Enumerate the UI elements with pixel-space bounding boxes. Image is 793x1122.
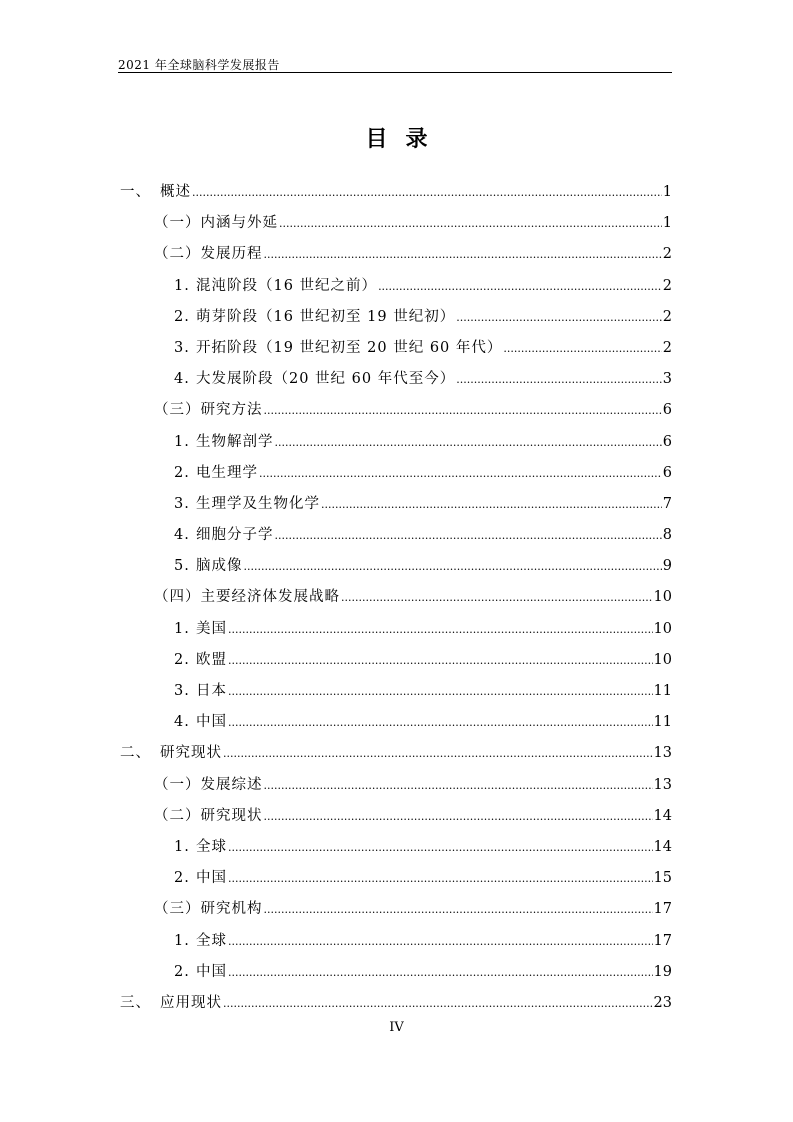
dot-leader <box>264 810 653 823</box>
toc-entry-label: （一）发展综述 <box>154 776 263 793</box>
toc-entry-label: （二）发展历程 <box>154 246 263 263</box>
toc-entry-page: 6 <box>662 433 672 450</box>
toc-entry-page: 6 <box>662 402 672 419</box>
toc-entry-label: 中国 <box>196 870 227 887</box>
toc-entry[interactable] <box>120 523 672 554</box>
toc-entry-page: 2 <box>662 339 672 356</box>
toc-entry-label: 混沌阶段（16 世纪之前） <box>196 277 378 294</box>
toc-entry-page: 6 <box>662 464 672 481</box>
toc-entry[interactable] <box>120 960 672 991</box>
toc-entry-label: （一）内涵与外延 <box>154 215 278 232</box>
dot-leader <box>228 966 653 979</box>
dot-leader <box>223 997 653 1010</box>
toc-entry[interactable] <box>120 991 672 1022</box>
toc-entry-label: 全球 <box>196 838 227 855</box>
toc-entry-number: 三、 <box>120 994 151 1011</box>
toc-entry-label: 萌芽阶段（16 世纪初至 19 世纪初） <box>196 308 456 325</box>
toc-entry-number: 1. <box>174 620 190 637</box>
toc-entry-page: 13 <box>653 776 672 793</box>
dot-leader <box>279 217 662 230</box>
toc-entry[interactable] <box>120 710 672 741</box>
toc-entry-number: 2. <box>174 308 190 325</box>
toc-entry[interactable] <box>120 305 672 336</box>
toc-entry[interactable] <box>120 461 672 492</box>
toc-entry-number: 4. <box>174 371 190 388</box>
toc-entry[interactable] <box>120 274 672 305</box>
toc-entry-page: 17 <box>653 932 672 949</box>
running-header: 2021 年全球脑科学发展报告 <box>118 58 280 72</box>
dot-leader <box>228 623 653 636</box>
toc-entry-page: 1 <box>662 184 672 200</box>
dot-leader <box>223 747 653 760</box>
toc-entry-page: 10 <box>653 651 672 668</box>
toc-entry-page: 1 <box>662 215 672 232</box>
toc-entry[interactable] <box>120 648 672 679</box>
dot-leader <box>228 935 653 948</box>
toc-entry-page: 14 <box>653 838 672 855</box>
toc-entry-label: 中国 <box>196 714 227 731</box>
dot-leader <box>228 716 653 729</box>
toc-entry-number: 1. <box>174 433 190 450</box>
dot-leader <box>228 685 653 698</box>
toc-entry-page: 2 <box>662 308 672 325</box>
toc-entry-number: 二、 <box>120 745 151 762</box>
toc-entry-label: 日本 <box>196 683 227 699</box>
toc-entry-label: 电生理学 <box>196 464 258 481</box>
toc-entry-number: 3. <box>174 683 190 699</box>
toc-entry-page: 13 <box>653 745 672 762</box>
dot-leader <box>503 342 661 355</box>
table-of-contents <box>120 180 672 1022</box>
dot-leader <box>192 186 662 199</box>
toc-entry-label: （四）主要经济体发展战略 <box>154 589 340 606</box>
toc-entry-label: 大发展阶段（20 世纪 60 年代至今） <box>196 371 456 388</box>
toc-entry-number: 2. <box>174 870 190 887</box>
toc-entry[interactable] <box>120 585 672 616</box>
dot-leader <box>228 654 653 667</box>
toc-entry-number: 3. <box>174 495 190 512</box>
toc-entry-number: 4. <box>174 527 190 544</box>
toc-entry[interactable] <box>120 929 672 960</box>
toc-entry-number: 3. <box>174 339 190 356</box>
toc-entry[interactable] <box>120 554 672 585</box>
toc-entry-page: 9 <box>662 558 672 575</box>
toc-entry-page: 11 <box>653 714 672 731</box>
toc-entry-label: 生理学及生物化学 <box>196 495 320 512</box>
toc-entry-page: 2 <box>662 246 672 263</box>
dot-leader <box>456 373 662 386</box>
toc-entry[interactable] <box>120 897 672 928</box>
page-title: 目录 <box>365 127 446 152</box>
toc-entry-label: 研究现状 <box>160 745 222 762</box>
toc-entry-number: 2. <box>174 651 190 668</box>
toc-entry-number: 2. <box>174 464 190 481</box>
dot-leader <box>264 903 653 916</box>
toc-entry-label: 美国 <box>196 620 227 637</box>
toc-entry[interactable] <box>120 492 672 523</box>
page-number: IV <box>389 1020 404 1035</box>
toc-entry-page: 17 <box>653 901 672 918</box>
dot-leader <box>259 467 662 480</box>
toc-entry-number: 1. <box>174 932 190 949</box>
dot-leader <box>244 560 662 573</box>
toc-entry-number: 4. <box>174 714 190 731</box>
dot-leader <box>264 248 662 261</box>
toc-entry[interactable] <box>120 866 672 897</box>
toc-entry[interactable] <box>120 211 672 242</box>
toc-entry[interactable] <box>120 835 672 866</box>
dot-leader <box>264 404 662 417</box>
toc-entry-label: 欧盟 <box>196 651 227 668</box>
toc-entry-label: 应用现状 <box>160 994 222 1011</box>
toc-entry[interactable] <box>120 430 672 461</box>
toc-entry[interactable] <box>120 242 672 273</box>
toc-entry-page: 11 <box>653 683 672 699</box>
toc-entry-label: 中国 <box>196 963 227 980</box>
dot-leader <box>378 280 662 293</box>
toc-entry-label: 生物解剖学 <box>196 433 274 450</box>
toc-entry[interactable] <box>120 804 672 835</box>
toc-entry-page: 2 <box>662 277 672 294</box>
toc-entry-page: 19 <box>653 963 672 980</box>
toc-entry-page: 15 <box>653 870 672 887</box>
toc-entry[interactable] <box>120 180 672 211</box>
toc-entry-number: 一、 <box>120 184 151 200</box>
toc-entry[interactable] <box>120 367 672 398</box>
toc-entry-label: 开拓阶段（19 世纪初至 20 世纪 60 年代） <box>196 339 503 356</box>
toc-entry-number: 2. <box>174 963 190 980</box>
toc-entry[interactable] <box>120 741 672 772</box>
toc-entry[interactable] <box>120 679 672 710</box>
toc-entry-page: 10 <box>653 620 672 637</box>
toc-entry[interactable] <box>120 336 672 367</box>
toc-entry-page: 7 <box>662 495 672 512</box>
toc-entry-number: 1. <box>174 277 190 294</box>
toc-entry[interactable] <box>120 398 672 429</box>
toc-entry-label: （三）研究方法 <box>154 402 263 419</box>
toc-entry-number: 5. <box>174 558 190 575</box>
dot-leader <box>275 436 662 449</box>
toc-entry-label: （二）研究现状 <box>154 807 263 824</box>
dot-leader <box>228 841 653 854</box>
toc-entry[interactable] <box>120 617 672 648</box>
toc-entry-label: 概述 <box>160 184 191 200</box>
dot-leader <box>228 872 653 885</box>
dot-leader <box>275 529 662 542</box>
toc-entry-label: 脑成像 <box>196 558 243 575</box>
toc-entry-page: 3 <box>662 371 672 388</box>
dot-leader <box>456 311 662 324</box>
toc-entry[interactable] <box>120 773 672 804</box>
toc-entry-label: 全球 <box>196 932 227 949</box>
dot-leader <box>264 779 653 792</box>
dot-leader <box>341 591 653 604</box>
toc-entry-page: 14 <box>653 807 672 824</box>
header-rule <box>118 72 672 73</box>
toc-entry-page: 8 <box>662 527 672 544</box>
dot-leader <box>321 498 662 511</box>
toc-entry-label: （三）研究机构 <box>154 901 263 918</box>
toc-entry-label: 细胞分子学 <box>196 527 274 544</box>
toc-entry-page: 10 <box>653 589 672 606</box>
toc-entry-number: 1. <box>174 838 190 855</box>
toc-entry-page: 23 <box>653 994 672 1011</box>
